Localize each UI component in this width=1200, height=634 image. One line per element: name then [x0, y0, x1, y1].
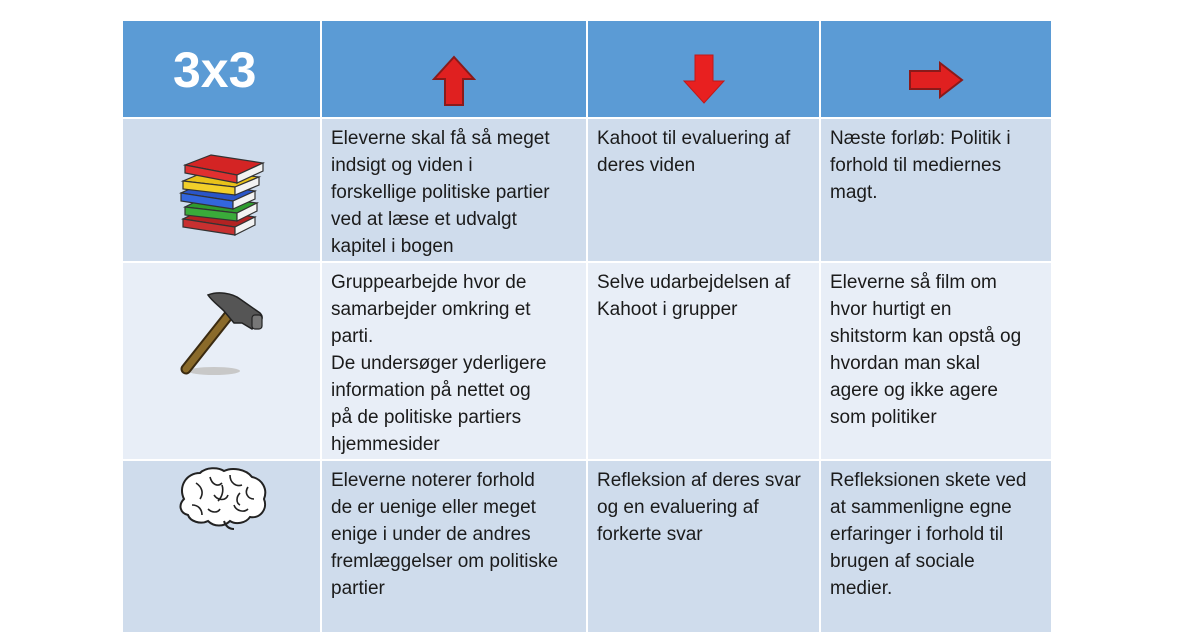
header-right-cell [820, 20, 1052, 118]
row3-col3-cell [820, 460, 1052, 633]
row1-col1-cell [321, 118, 587, 262]
books-icon [177, 151, 267, 242]
header-up-cell [321, 20, 587, 118]
row-icon-cell [122, 460, 321, 633]
arrow-right-icon [908, 61, 964, 104]
row2-col2-cell [587, 262, 820, 460]
cell-text: Eleverne så film om hvor hurtigt en shitstorm kan opstå og hvordan man skal agere og ikke agere som politiker [830, 272, 1022, 428]
cell-text: Næste forløb: Politik i forhold til mediernes magt. [830, 128, 1011, 203]
hammer-icon [174, 289, 270, 384]
arrow-up-icon [432, 55, 476, 112]
row1-col2-cell [587, 118, 820, 262]
row3-col2-cell [587, 460, 820, 633]
cell-text: Selve udarbejdelsen af Kahoot i grupper [597, 272, 791, 320]
cell-text: Refleksion af deres svar og en evaluering af forkerte svar [597, 470, 801, 545]
cell-text: Eleverne skal få så meget indsigt og viden i forskellige politiske partier ved at læse et udvalgt kapitel i bogen [331, 128, 550, 257]
cell-text: Kahoot til evaluering af deres viden [597, 128, 791, 176]
table-row [122, 118, 1052, 262]
row2-col3-cell [820, 262, 1052, 460]
row1-col3-cell [820, 118, 1052, 262]
row3-col1-cell [321, 460, 587, 633]
header-down-cell [587, 20, 820, 118]
row2-col1-cell [321, 262, 587, 460]
row-icon-cell [122, 118, 321, 262]
brain-icon [174, 465, 270, 536]
three-by-three-table [121, 19, 1053, 634]
arrow-down-icon [682, 53, 726, 110]
row-icon-cell [122, 262, 321, 460]
title-cell [122, 20, 321, 118]
cell-text: Gruppearbejde hvor de samarbejder omkring et parti. De undersøger yderligere information på nettet og på de politiske partiers hjemmesider [331, 272, 547, 455]
table-row [122, 460, 1052, 633]
cell-text: Refleksionen skete ved at sammenligne egne erfaringer i forhold til brugen af sociale medier. [830, 470, 1027, 599]
table-row [122, 262, 1052, 460]
cell-text: Eleverne noterer forhold de er uenige eller meget enige i under de andres fremlæggelser om politiske partier [331, 470, 559, 599]
header-row [122, 20, 1052, 118]
table-title: 3x3 [173, 42, 257, 98]
